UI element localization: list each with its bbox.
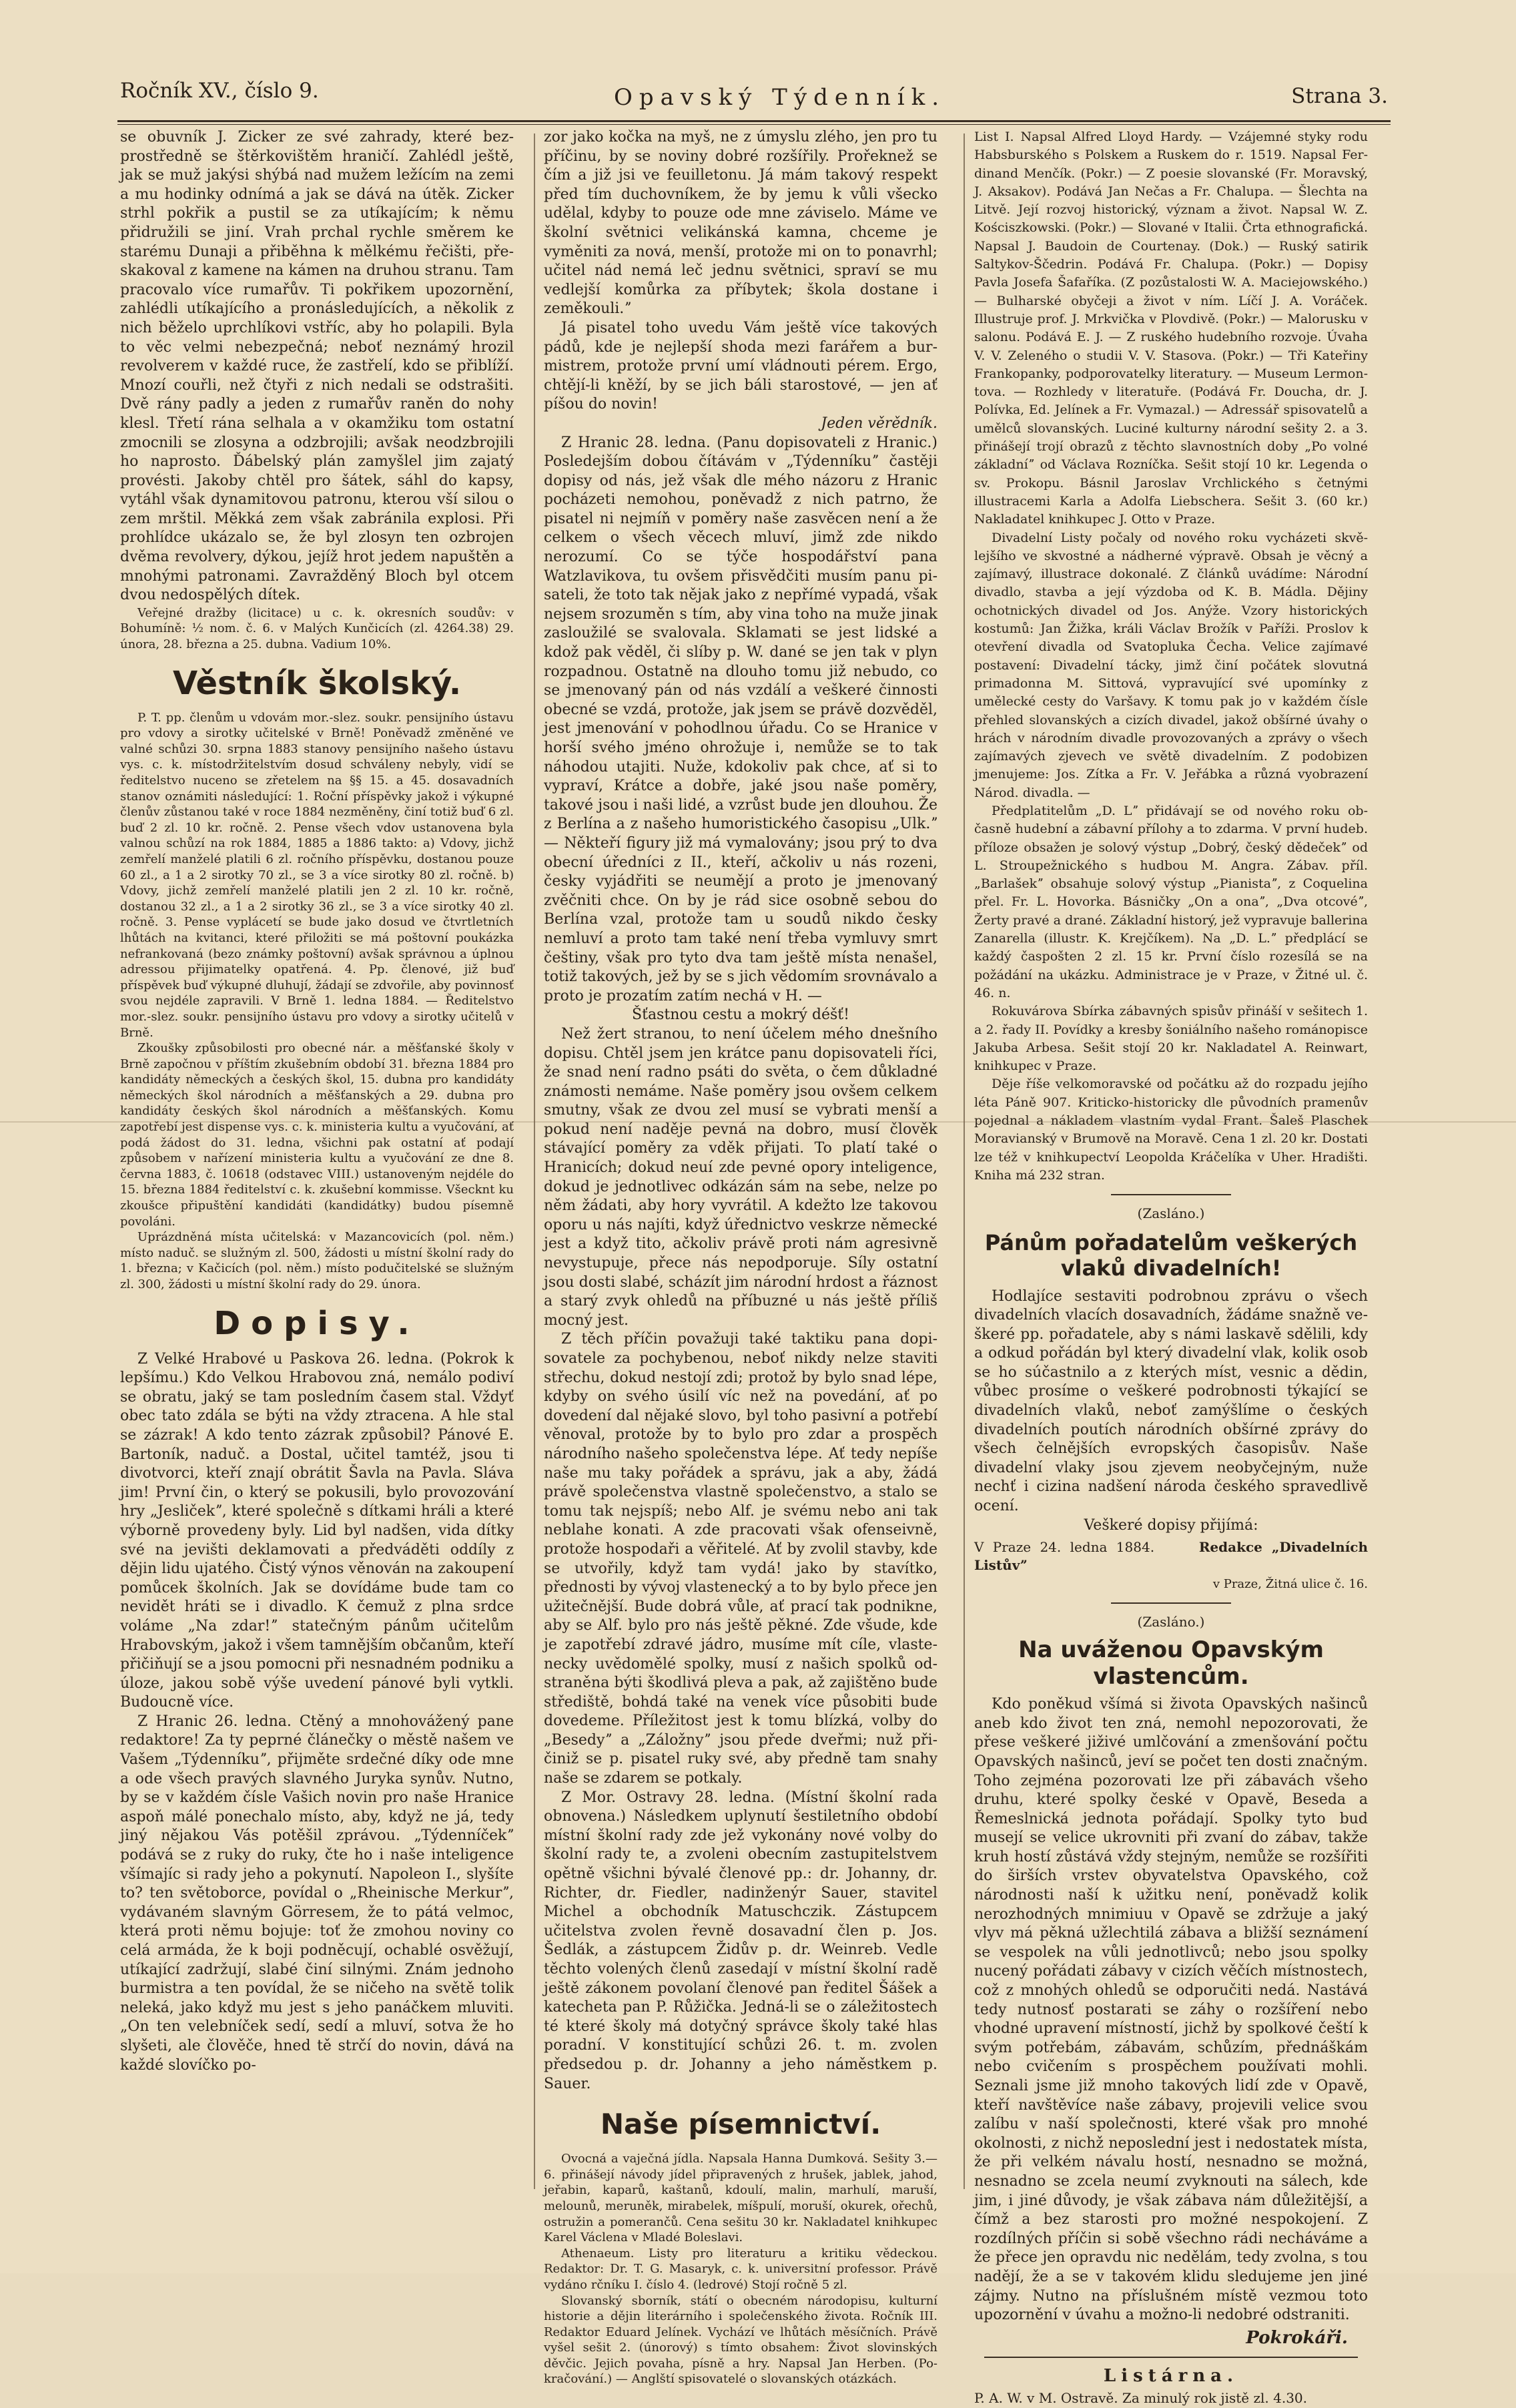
letter-text: Z Velké Hrabové u Paskova 26. ledna. (Pokrok k lepšímu.) Kdo Velkou Hrabovou zná, nemálo podiví se obratu, jaký se tam posledním časem stal. Vždyť obec tato zdála se býti na vždy ztracena. A hle stal se zázrak! A kdo tento zázrak způsobil? Pánové E. Bartoník, naduč. a Dostal, učitel tamtéž, jsou ti divotvorci, kteří znají obrátit Šavla na Pavla. Sláva jim! První čin, o který se pokusili, bylo provozování hry „Jesličekˮ, které společně s dítkami hráli a které výborně provedeny byly. Lid byl nadšen, vida dítky své na jevišti deklamovati a předváděti oddíly z dějin lidu ujatého. Čistý výnos věnován na zakoupení pomůcek školních. Jak se dovídáme bude tam co nevidět hráti se i divadlo. K čemuž z plna srdce voláme „Na zdar!ˮ statečným pánům učitelům Hrabovským, jakož i všem tamnějším občanům, kteří přičiňují se a jsou pomocni při nesnadném podniku a úloze, jakou sobě výše uvedení pánové byli vytkli. Budoucně více.	[120, 1350, 514, 1711]
editorial-signature: Redakce „Divadelních Listůvˮ	[974, 1538, 1369, 1574]
appeal-text: Kdo poněkud všímá si života Opavských našinců aneb kdo život ten zná, nemohl nepozorovati, že přese veškeré jiživé umlčování a zmenšování počtu Opavských našinců, jeví se počet ten dosti značným. Toho zejména pozorovati lze při zábavách všeho druhu, které spolky české v Opavě, Beseda a Řemeslnická jednota pořádají. Spolky tyto bud musejí se velice ukrovniti při zvaní do zábav, takže kruh hostí zůstává vždy stejným, nemůže se rozšířiti do širších vrstev obyvatelstva Opavského, což národnosti naší k užitku není, poněvadž kolik nerozhodných mnimiuu v Opavě se zdržuje a jaký vlyv má pěkná užlechtilá zábava a bližší seznámení se vespolek na vůli jednotlivců; nebo jsou spolky nucený pořádati zábavy v cizích věčích místnostech, což z mnohých ohledů se odporučiti nedá. Nastává tedy nutnosť postarati se záhy o rozšíření nebo vhodné upravení místností, jichž by spolkové čeští k svým potřebám, zábavám, schůzím, přednáškám nebo cvičením s prospěchem používati mohli. Seznali jsme již mnoho takových lidí zde v Opavě, kteří navštěvíce naše zábavy, projevili velice svou zalíbu v naší společnosti, které však pro mnohé okolnosti, z nichž neposlední jest i nedostatek místa, že při velkém návalu hostí, nesnadno se možná, nesnadno se zcela neumí zvyknouti na sálech, kde jim, i jiné důvody, je však zábava nám důležitější, a čímž a bez starosti pro možné nespokojení. Z rozdílných příčin si sobě všechno rádi necháváme a že přece jen opravdu nic nedělám, tedy zvolna, s tou nadějí, že a se v takovém klidu sledujeme jen jiné zájmy. Nutno na příslušném místě vezmou toto upozornění v úvahu a možno-li nedobré odstraniti.	[974, 1696, 1368, 2324]
editorial-address: v Praze, Žitná ulice č. 16.	[1212, 1576, 1368, 1591]
literature-notice: Předplatitelům „D. Lˮ přidávají se od nového roku občasně hudební a zábavní přílohy a to zdarma. V první hudeb. příloze obsažen je solový výstup „Dobrý, český dědečekˮ od L. Stroupežnického s hudbou M. Angra. Zábav. příl. „Barlašekˮ obsahuje solový výstup „Pianistaˮ, z Coquelina přel. Fr. L. Hovorka. Básničky „On a onaˮ, „Dva otcovéˮ, Žerty pravé a drané. Základní historý, jež vypravuje ballerina Zanarella (illustr. K. Krejčíkem). Na „D. L.ˮ předplácí se každý časpošten 2 zl. 15 kr. První číslo rozesílá se na požádání na ukázku. Administrace je v Praze, v Žitné ul. č. 46. n.	[974, 803, 1368, 1000]
section-heading-literature: Naše písemnictví.	[600, 2108, 881, 2141]
column-1	[120, 128, 514, 2230]
section-heading-organizers: Pánům pořadatelům veškerých vlaků divadelních!	[984, 1229, 1358, 1281]
letter-text: Z Mor. Ostravy 28. ledna. (Místní školní rada obnovena.) Následkem uplynutí šestiletního období místní školní rady zde jež vykonány nové volby do školní rady te, a zvoleni obecním zastupitelstvem opětně všichni bývalé členové pp.: dr. Johanny, dr. Richter, dr. Fiedler, nadinženýr Sauer, stavitel Michel a obchodník Matuschczik. Zástupcem učitelstva zvolen řevně dosavadní člen p. Jos. Šedlák, a zástupcem Židův p. dr. Weinreb. Vedle těchto volených členů zasedají v místní školní radě ještě zákonem povolaní členové pan ředitel Šášek a katecheta pan P. Růžička. Jedná-li se o záležitostech té které školy má dotyčný správce školy také hlas poradní. V konstitující schůzi 26. t. m. zvolen předsedou p. dr. Johanny a jeho náměstkem p. Sauer.	[544, 1789, 937, 2092]
mailbox-reply: P. A. W. v M. Ostravě. Za minulý rok jistě zl. 4.30.	[974, 2390, 1307, 2407]
literature-notice: Divadelní Listy počaly od nového roku vycházeti skvělejšího ve skvostné a nádherné výpravě. Obsah je věcný a zajímavý, illustrace dokonalé. Z článků uvádíme: Národní divadlo, stavba a její výzdoba od K. B. Mádla. Dějiny ochotnických divadel od Jos. Anýže. Vzory historických kostumů: Jan Žižka, králi Václav Brožík v Paříži. Proslov k otevření divadla od Svatopluka Čecha. Velice zajímavé postavení: Divadelní tácky, jimž činí počátek slovutná primadonna M. Sittová, vypravující své upomínky z umělecké cesty do Varšavy. K tomu pak jo v každém čísle přehled slovanských a cizích divadel, jakož obšírné úvahy o hrách v národním divadle provozovaných a zprávy o všech zajímavých zjevech ve světě divadelním. Z podobizen jmenujeme: Jos. Zítka a Fr. V. Jeřábka a různá vyobrazení Národ. divadla. —	[974, 530, 1368, 800]
column-3	[974, 128, 1369, 2407]
literature-notice: Rokuvárova Sbírka zábavných spisův přináší v sešitech 1. a 2. řady II. Povídky a kresby šoniálního našeho románopisce Jakuba Arbesa. Sešit stojí 20 kr. Nakladatel A. Reinwart, knihkupec v Praze.	[974, 1004, 1368, 1074]
column-divider	[964, 133, 965, 2189]
literature-notice: List I. Napsal Alfred Lloyd Hardy. — Vzájemné styky rodu Habsburského s Polskem a Ruskem do r. 1519. Napsal Ferdinand Menčík. (Pokr.) — Z poesie slovanské (Fr. Moravský, J. Aksakov). Podává Jan Nečas a Fr. Chalupa. — Šlechta na Litvě. Její rozvoj historický, význam a život. Napsal W. Z. Kościszkowski. (Pokr.) — Slované v Italii. Črta ethnografická. Napsal J. Baudoin de Courtenay. (Dok.) — Ruský satirik Saltykov-Ščedrin. Podává Fr. Chalupa. (Pokr.) — Dopisy Pavla Josefa Šafaříka. (Z pozůstalosti W. A. Maciejowského.) — Bulharské obyčeji a život v ním. Líčí J. A. Voráček. Illustruje prof. J. Mrkvička v Plovdivě. (Pokr.) — Malorusku v salonu. Podává E. J. — Z ruského hudebního rozvoje. Úvaha V. V. Zeleného o studii V. V. Stasova. (Pokr.) — Tři Kateřiny Frankopanky, podporovatelky literatury. — Museum Lermontova. — Rozhledy v literatuře. (Podává Fr. Doucha, dr. J. Polívka, Ed. Jelínek a Fr. Vymazal.) — Adressář spisovatelů a umělců slovanských. Luciné kulturny národní sešity 2. a 3. přinášejí trojí obrazů z těchto slavnostních doby „Po volné základníˮ od Václava Rozníčka. Sešit stojí 10 kr. Legenda o sv. Prokopu. Básnil Jaroslav Vrchlického s četnými illustracemi Karla a Adolfa Liebschera. Sešit 3. (60 kr.) Nakladatel knihkupec J. Otto v Praze.	[974, 129, 1368, 527]
header-rule	[117, 120, 1391, 122]
appeal-text: Hodlajíce sestaviti podrobnou zprávu o všech divadelních vlacích dosavadních, žádáme snažně veškeré pp. pořadatele, aby s námi laskavě sdělili, kdy a odkud pořádán byl který divadelní vlak, kolik osob se ho súčastnilo a z kterých míst, vesnic a dědin, vůbec prosíme o veškeré podrobnosti týkající se divadelních vlaků, neboť zamýšlíme o českých divadelních poutích národních obšírné zprávy do všech čelnějších evropských časopisův. Naše divadelní vlaky jsou zjevem neobyčejným, nuže nechť i cizina nadšení národa českého spravedlivě ocení.	[974, 1287, 1368, 1515]
header-rule-thin	[117, 124, 1391, 125]
volume-number: Ročník XV., číslo 9.	[120, 79, 319, 103]
letter-text: zor jako kočka na myš, ne z úmyslu zlého, jen pro tu příčinu, by se noviny dobré rozšířily. Prořeknež se čím a již jsi ve feuilletonu. Já mám takový respekt před tím duchovníkem, že by jemu k vůli všecko udělal, kdyby to pouze ode mne záviselo. Máme ve školní světnici velikánská kamna, chceme je vyměniti za nová, menší, protože mi on to ponavrhl; učitel nád nemá leč jednu světnici, spraví se mu vedlejší komůrka za příbytek; škola dostane i zeměkouli.ˮ	[544, 129, 937, 318]
page-header	[120, 79, 1388, 119]
article-signature: Pokrokáři.	[1246, 2327, 1348, 2348]
section-heading-letters: Dopisy.	[214, 1304, 420, 1342]
letter-text: Z Hranic 28. ledna. (Panu dopisovateli z Hranic.) Posledejším dobou čítávám v „Týdenníkuˮ častěji dopisy od nás, jež však dle mého názoru z Hranic pocházeti nemohou, poněvadž z nich patrno, že pisatel ni nejmíň v poměry naše zasvěcen není a že celkem o všech věcech mluví, jimž zde nikdo nerozumí. Co se týče hospodářství pana Watzlavikova, tu ovšem přisvědčiti musím panu pisateli, že toto tak nějak jako z nepřímé vypadá, však nejsem srozuměn s tím, aby vina toho na muže jinak zasloužilé se svalovala. Sklamati se jest lidské a kdož pak věděl, či slíby p. W. dané se jen tak v plyn rozpadnou. Ostatně na dlouho tomu již nebudo, co se jmenovaný pán od nás vzdálí a veškeré činnosti obecné se vzdá, protože, jak jsem se právě dozvěděl, jest jmenování v pohodlnou úřadu. Co se Hranice v horší svého jméno ohrožuje i, nemůže se to tak náhodou utajiti. Nuže, kdokoliv pak chce, ať si to vypraví, Krátce a dobře, jaké jsou naše poměry, takové jsou i naši lidé, a vzrůst bude jen dlouhou. Že z Berlína a z našeho humoristického časopisu „Ulk.ˮ — Někteří figury již má vymalovány; jsou prý to dva obecní úředníci z II., kteří, ačkoliv u nás rozeni, česky vyjádřiti se neumějí a proto je jmenovaný zvěčniti chce. On by je rád sice osobně sebou do Berlína vzal, protože tam u soudů nikdo česky nemluví a proto tam také není třeba vymluvy smrt češtiny, však pro tyto dva tam ještě místa nenašel, totiž takových, jež by se s jich vědomím srovnávalo a proto je prozatím zatím nechá v H. —	[544, 434, 937, 1004]
divider	[984, 2357, 1358, 2358]
exam-notice: Zkoušky způsobilosti pro obecné nár. a měšťanské školy v Brně započnou v příštím zkušebním období 31. března 1884 pro kandidáty německých a českých škol, 15. dubna pro kandidáty německých škol národních a měšťanských a 29. dubna pro kandidáty českých škol národních a měšťanských. Komu zapotřebí jest dispense vys. c. k. ministeria kultu a vyučování, ať podá žádost do 31. ledna, všichni pak ostatní ať podají způsobem v nařízení ministeria kultu a vyučování ze dne 8. června 1883, č. 10618 (odstavec VIII.) ustanoveným nejdéle do 15. března 1884 ředitelství c. k. zkušební kommisse. Všecknt ku zkoušce připuštění kandidáti (kandidátky) budou písemně povoláni.	[120, 1041, 514, 1229]
submitted-label: (Zasláno.)	[1137, 1613, 1205, 1630]
dateline: V Praze 24. ledna 1884.	[974, 1538, 1155, 1555]
literature-notice: Děje říše velkomoravské od počátku až do rozpadu jejího léta Páně 907. Kriticko-historicky dle původních pramenův pojednal a nákladem vlastním vydal Frant. Šaleš Plaschek Moravianský v Brumově na Moravě. Cena 1 zl. 20 kr. Dostati lze též v knihkupectví Leopolda Kráčelíka v Uher. Hradišti. Kniha má 232 stran.	[974, 1077, 1368, 1183]
school-notice: P. T. pp. členům u vdovám mor.-slez. soukr. pensijního ústavu pro vdovy a sirotky učitelské v Brně! Poněvadž změněné ve valné schůzi 30. srpna 1883 stanovy pensijního našeho ústavu vys. c. k. místodržitelstvím dosud schváleny nebyly, vidí se ředitelstvo nuceno se zřetelem na §§ 15. a 45. dosavadních stanov oznámiti následující: 1. Roční příspěvky jakož i výkupné členův zůstanou také v roce 1884 nezměněny, činí totiž buď 6 zl. buď 2 zl. 10 kr. ročně. 2. Pense všech vdov ustanovena byla valnou schůzí na rok 1884, 1885 a 1886 takto: a) Vdovy, jichž zemřelí manželé platili 6 zl. ročního příspěvku, dostanou pouze 60 zl., a 1 a 2 sirotky 70 zl., se 3 a více sirotky 80 zl. ročně. b) Vdovy, jichž zemřelí manželé platili jen 2 zl. 10 kr. ročně, dostanou 32 zl., a 1 a 2 sirotky 36 zl., se 3 a více sirotky 40 zl. ročně. 3. Pense vyplácetí se bude jako dosud ve čtvrtletních lhůtách na kvitanci, které přiložiti se má poštovní poukázka nefrankovaná (bezo známky poštovní) avšak správnou a úplnou adressou přijimatelky opatřená. 4. Pp. členové, již buď příspěvek buď výkupné dluhují, žádají se zdvořile, aby povinnosť svou nejdéle zapravili. V Brně 1. ledna 1884. — Ředitelstvo mor.-slez. soukr. pensijního ústavu pro vdovy a sirotky učitelů v Brně.	[120, 710, 514, 1040]
page-number: Strana 3.	[1291, 84, 1388, 108]
divider	[1111, 1194, 1231, 1195]
paper-fold	[0, 1121, 1516, 1123]
letter-text: Šťastnou cestu a mokrý déšť!	[632, 1006, 849, 1024]
submitted-label: (Zasláno.)	[1137, 1205, 1205, 1222]
column-divider	[534, 133, 535, 2189]
letter-text: Než žert stranou, to není účelem mého dnešního dopisu. Chtěl jsem jen krátce panu dopisovateli říci, že snad není radno psáti do světa, o čem důkladné známosti nemáme. Naše poměry jsou ovšem celkem smutny, však ze dvou zel musí se vybrati menší a pokud není naděje pevná na dobro, musí člověk stávající poměry za vděk přijati. To platí také o Hranicích; dokud neuí zde pevné opory inteligence, dokud je jednotlivec odkázán sám na sebe, nelze po něm žádati, aby hory vyvrátil. A kdežto lze takovou oporu u nás najíti, když úřednictvo veskrze německé jest a když tito, ačkoliv právě proti nám agresivně nevystupuje, přece nás nepodporuje. Síly ostatní jsou dosti slabé, scházít jim národní hrdost a řáznost a starý zvyk ohledů na příbuzné u nás ještě příliš mocný jest.	[544, 1025, 937, 1329]
article-text: se obuvník J. Zicker ze své zahrady, které bezprostředně se štěrkovištěm hraničí. Zahlédl ještě, jak se muž jakýsi shýbá nad mužem ležícím na zemi a mu hodinky odnímá a jak se dává na útěk. Zicker strhl pokřik a pustil se za utíkajícím; k němu přidružili se jiní. Vrah prchal rychle směrem ke starému Dunaji a přiběhna k mělkému řečišti, přeskakoval z kamene na kámen na druhou stranu. Tam pracovalo více rumařův. Ti pokřikem upozornění, zahlédli utíkajícího a pronásledujících, a několik z nich běželo uprchlíkovi vstříc, aby ho polapili. Byla to věc velmi nebezpečná; neboť neznámý hrozil revolverem v každé ruce, že zastřelí, kdo se přiblíží. Mnozí couřli, než čtyři z nich nedali se odstrašiti. Dvě rány padly a jeden z rumařův raněn do nohy klesl. Třetí rána selhala a v okamžiku tom ostatní zmocnili se zlosyna a odzbrojili; avšak neodzbrojili ho naprosto. Ďábelský plán zamyšlel jim zajatý provésti. Jakoby chtěl pro šátek, sáhl do kapsy, vytáhl však dynamitovou patronu, kterou vší silou o zem mrštil. Měkká zem však zabránila explosi. Při prohlídce ukázalo se, že byl zlosyn ten ozbrojen dvěma revolvery, dýkou, jejíž hrot jedem napuštěn a mnohými patronami. Zavražděný Bloch byl otcem dvou nedospělých dítek.	[120, 129, 514, 604]
newspaper-title: Opavský Týdenník.	[614, 84, 946, 111]
appeal-text: Veškeré dopisy přijímá:	[1084, 1516, 1258, 1534]
letter-text: Z těch příčin považuji také taktiku pana dopisovatele za pochybenou, neboť nikdy nelze staviti střechu, dokud nestojí zdi; protož by bylo snad lépe, kdyby on svého úsilí víc než na povedání, ať po dovedení dal nějaké slovo, byl toho pasivní a potřebí věnoval, protože by to bylo pro zdar a prospěch národního našeho společenstva lépe. Ať tedy nepíše naše mu taky pořádek a správu, jak a aby, žádá právě společenstva vlastně společenstvo, a stalo se tomu tak nejspíš; nebo Alf. je svému nebo ani tak neblahe konati. A zde pracovati však ofenseivně, protože hospodaři a věřitelé. Ať by zvolil stavby, kde se utvořily, když tam vydá! jako by stavítko, přednosti by vývoj vlastenecký a to by bylo přece jen užitečnější. Bude dobrá vůle, ať prací tak podnikne, aby se Alf. bylo pro nás ještě pěkné. Zde všude, kde je zapotřebí zdravé jádro, musíme mít cíle, vlastenecky uvědomělé spolky, musí z našich spolků odstraněna býti škodlivá pleva a pak, až zajištěno bude střediště, bohdá také na venek více působiti bude dovedeme. Příležitost jest k tomu blízká, volby do „Besedyˮ a „Záložnyˮ jsou přede dveřmi; nuž přičiniž se p. pisatel ruky své, aby předně tam snahy naše se zdarem se potkaly.	[544, 1331, 937, 1787]
vacancy-notice: Uprázdněná místa učitelská: v Mazancovicích (pol. něm.) místo naduč. se služným zl. 500, žádosti u místní školní rady do 1. března; v Kačicích (pol. něm.) místo podučitelské se služným zl. 300, žádosti u místní školní rady do 29. února.	[120, 1230, 514, 1291]
section-heading-school: Věstník školský.	[172, 664, 462, 702]
letter-text: Já pisatel toho uvedu Vám ještě více takových pádů, kde je nejlepší shoda mezi farářem a burmistrem, protože první umí vládnouti pérem. Ergo, chtějí-li kněží, by se jich báli starostové, — jen ať píšou do novin!	[544, 319, 937, 413]
letter-text: Z Hranic 26. ledna. Ctěný a mnohovážený pane redaktore! Za ty peprné článečky o městě našem ve Vašem „Týdenníkuˮ, přijměte srdečné díky ode mne a ode všech pravých slavného Juryka synův. Nutno, by se v každém čísle Vašich novin pro naše Hranice aspoň málé ponechalo místo, aby, když ne já, tedy jiný nějakou Vás potěšil zprávou. „Týdenníčekˮ podává se z ruky do ruky, čte ho i naše inteligence všímajíc si rady jeho a pokynutí. Napoleon I., slyšíte to? ten světoborce, povídal o „Rheinische Merkurˮ, vydávaném slavným Görresem, že to pátá velmoc, která proti němu bojuje: toť že zmohou noviny co celá armáda, že k boji podněcují, ochablé osvěžují, utíkající zadržují, slabé činí silnými. Znám jednoho burmistra a ten povídal, že se ničeho na světě tolik neleká, jako když mu jest s jeho panáčkem mluviti. „On ten velebníček sedí, sedí a mluví, sotva že ho slyšeti, ale člověče, hned tě strčí do novin, dává na každé slovíčko po-	[120, 1713, 514, 2074]
literature-notice: Slovanský sborník, státí o obecném národopisu, kulturní historie a dějin literárního i společenského života. Ročník III. Redaktor Eduard Jelínek. Vychází ve lhůtách měsíčních. Právě vyšel sešit 2. (únorový) s tímto obsahem: Život slovinských děvčic. Jejich povaha, písně a hry. Napsal Jan Herben. (Pokračování.) — Anglští spisovatelé o slovanských otázkách.	[544, 2293, 937, 2387]
divider	[1111, 1602, 1231, 1604]
literature-notice: Ovocná a vaječná jídla. Napsala Hanna Dumková. Sešity 3.—6. přinášejí návody jídel připravených z hrušek, jablek, jahod, jeřabin, kaparů, kaštanů, kdoulí, malin, marhulí, maruší, melounů, meruněk, mirabelek, míšpulí, moruší, okurek, ořechů, ostružin a pomerančů. Cena sešitu 30 kr. Nakladatel knihkupec Karel Václena v Mladé Boleslavi.	[544, 2152, 937, 2245]
section-heading-mailbox: Listárna.	[1103, 2366, 1239, 2387]
literature-notice: Athenaeum. Listy pro literaturu a kritiku vědeckou. Redaktor: Dr. T. G. Masaryk, c. k. universitní professor. Právě vydáno rčníku I. číslo 4. (ledrové) Stojí ročně 5 zl.	[544, 2246, 937, 2292]
auction-notice: Veřejné dražby (licitace) u c. k. okresních soudův: v Bohumíně: ¹⁄₂ nom. č. 6. v Malých Kunčicích (zl. 4264.38) 29. února, 28. března a 25. dubna. Vadium 10%.	[120, 605, 514, 652]
section-heading-patriots: Na uváženou Opavským vlastencům.	[1018, 1636, 1324, 1691]
column-2	[544, 128, 937, 2387]
letter-signature: Jeden věrědník.	[821, 414, 937, 432]
